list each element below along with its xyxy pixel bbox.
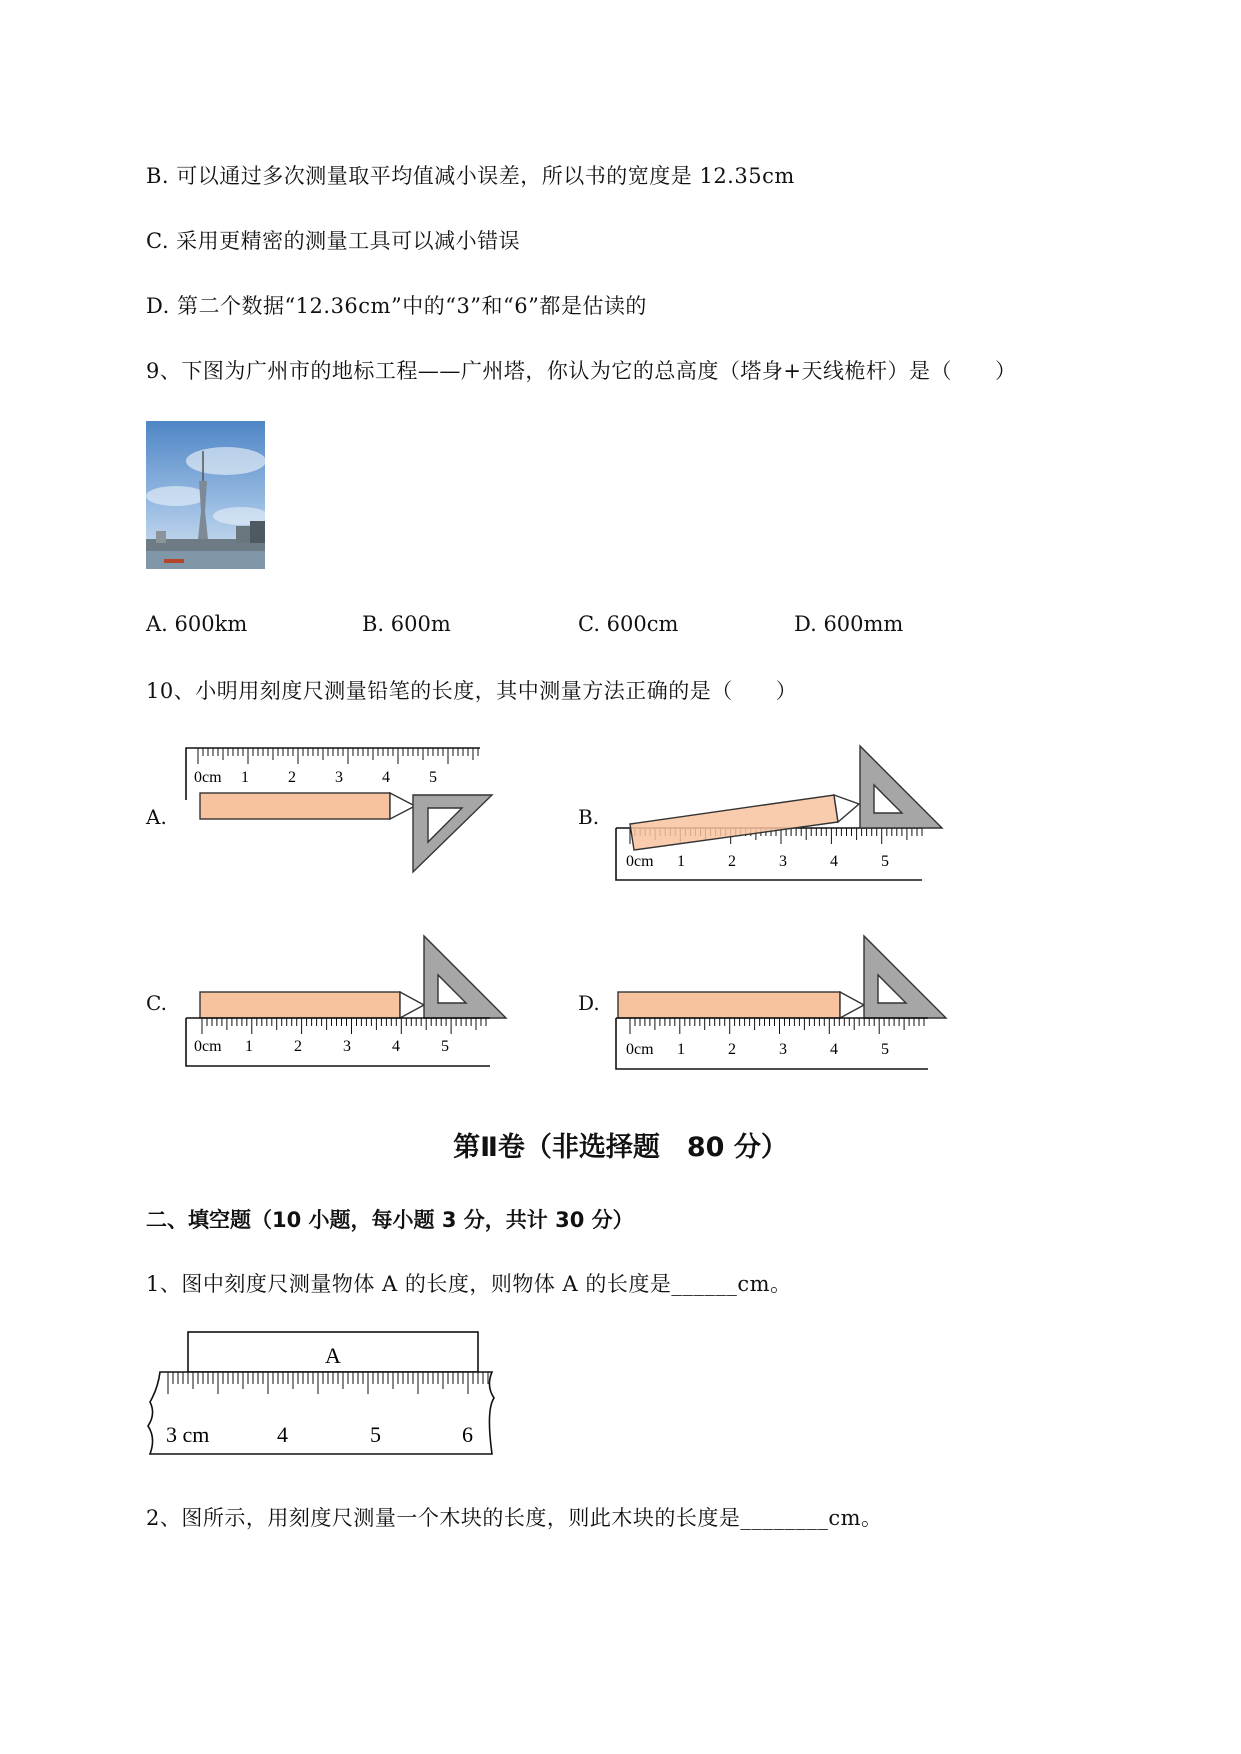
fill1-diagram bbox=[146, 1330, 506, 1460]
pencil-tip bbox=[834, 795, 859, 822]
ruler-label-1: 1 bbox=[245, 1038, 253, 1055]
ruler-label-5: 5 bbox=[881, 1041, 889, 1058]
q10-label-a: A. bbox=[146, 805, 167, 829]
ruler-label-0: 0cm bbox=[626, 1041, 654, 1058]
q8-option-d: D. 第二个数据“12.36cm”中的“3”和“6”都是估读的 bbox=[146, 294, 647, 318]
pencil bbox=[200, 793, 390, 819]
ruler-label-4: 4 bbox=[277, 1422, 288, 1447]
ruler-label-6: 6 bbox=[462, 1422, 473, 1447]
q10-label-b: B. bbox=[578, 805, 600, 829]
q8-option-b: B. 可以通过多次测量取平均值减小误差，所以书的宽度是 12.35cm bbox=[146, 164, 795, 188]
ruler bbox=[616, 1018, 928, 1069]
ruler-label-5: 5 bbox=[429, 769, 437, 786]
object-a-label: A bbox=[325, 1343, 341, 1368]
q9-option-c: C. 600cm bbox=[578, 612, 679, 636]
ruler-label-3: 3 bbox=[343, 1038, 351, 1055]
q9-option-a: A. 600km bbox=[146, 612, 248, 636]
set-square bbox=[860, 746, 942, 828]
ruler bbox=[186, 1018, 490, 1066]
ruler-label-2: 2 bbox=[728, 853, 736, 870]
ruler-label-0: 0cm bbox=[194, 769, 222, 786]
pencil bbox=[618, 992, 840, 1018]
ruler-label-1: 1 bbox=[241, 769, 249, 786]
fill1-stem: 1、图中刻度尺测量物体 A 的长度，则物体 A 的长度是______cm。 bbox=[146, 1272, 792, 1296]
ruler-label-0: 0cm bbox=[194, 1038, 222, 1055]
set-square bbox=[864, 936, 946, 1018]
ruler-label-3: 3 bbox=[335, 769, 343, 786]
q10-label-d: D. bbox=[578, 991, 600, 1015]
ruler-label-4: 4 bbox=[830, 853, 838, 870]
ruler-label-5: 5 bbox=[370, 1422, 381, 1447]
pencil-tip bbox=[390, 793, 415, 819]
ruler-label-4: 4 bbox=[392, 1038, 400, 1055]
ruler-label-5: 5 bbox=[881, 853, 889, 870]
section-subtitle: 二、填空题（10 小题，每小题 3 分，共计 30 分） bbox=[146, 1208, 634, 1232]
pencil-tip bbox=[840, 992, 864, 1018]
q10-diagram-a bbox=[180, 740, 500, 880]
ruler-label-3: 3 bbox=[779, 853, 787, 870]
set-square bbox=[413, 795, 492, 872]
canton-tower-photo bbox=[146, 421, 265, 569]
fill2-stem: 2、图所示，用刻度尺测量一个木块的长度，则此木块的长度是________cm。 bbox=[146, 1506, 883, 1530]
ruler-label-3cm: 3 cm bbox=[166, 1422, 210, 1447]
q10-stem: 10、小明用刻度尺测量铅笔的长度，其中测量方法正确的是（ ） bbox=[146, 679, 798, 703]
q9-option-d: D. 600mm bbox=[794, 612, 904, 636]
set-square bbox=[424, 936, 506, 1018]
ruler-label-1: 1 bbox=[677, 853, 685, 870]
ruler-label-2: 2 bbox=[288, 769, 296, 786]
q10-diagram-c bbox=[180, 928, 510, 1068]
ruler-label-5: 5 bbox=[441, 1038, 449, 1055]
ruler-label-4: 4 bbox=[382, 769, 390, 786]
q9-option-b: B. 600m bbox=[362, 612, 451, 636]
section-title: 第Ⅱ卷（非选择题 80 分） bbox=[453, 1132, 788, 1163]
pencil bbox=[630, 795, 838, 850]
q9-stem: 9、下图为广州市的地标工程——广州塔，你认为它的总高度（塔身+天线桅杆）是（ ） bbox=[146, 359, 1017, 383]
ruler-label-4: 4 bbox=[830, 1041, 838, 1058]
pencil bbox=[200, 992, 400, 1018]
ruler-label-2: 2 bbox=[294, 1038, 302, 1055]
ruler bbox=[186, 748, 480, 800]
q10-label-c: C. bbox=[146, 991, 167, 1015]
ruler bbox=[148, 1372, 494, 1454]
ruler-label-3: 3 bbox=[779, 1041, 787, 1058]
ruler-label-0: 0cm bbox=[626, 853, 654, 870]
ruler-label-1: 1 bbox=[677, 1041, 685, 1058]
pencil-tip bbox=[400, 992, 424, 1018]
ruler-label-2: 2 bbox=[728, 1041, 736, 1058]
q10-diagram-b bbox=[612, 740, 952, 885]
q8-option-c: C. 采用更精密的测量工具可以减小错误 bbox=[146, 229, 521, 253]
q10-diagram-d bbox=[612, 928, 952, 1073]
